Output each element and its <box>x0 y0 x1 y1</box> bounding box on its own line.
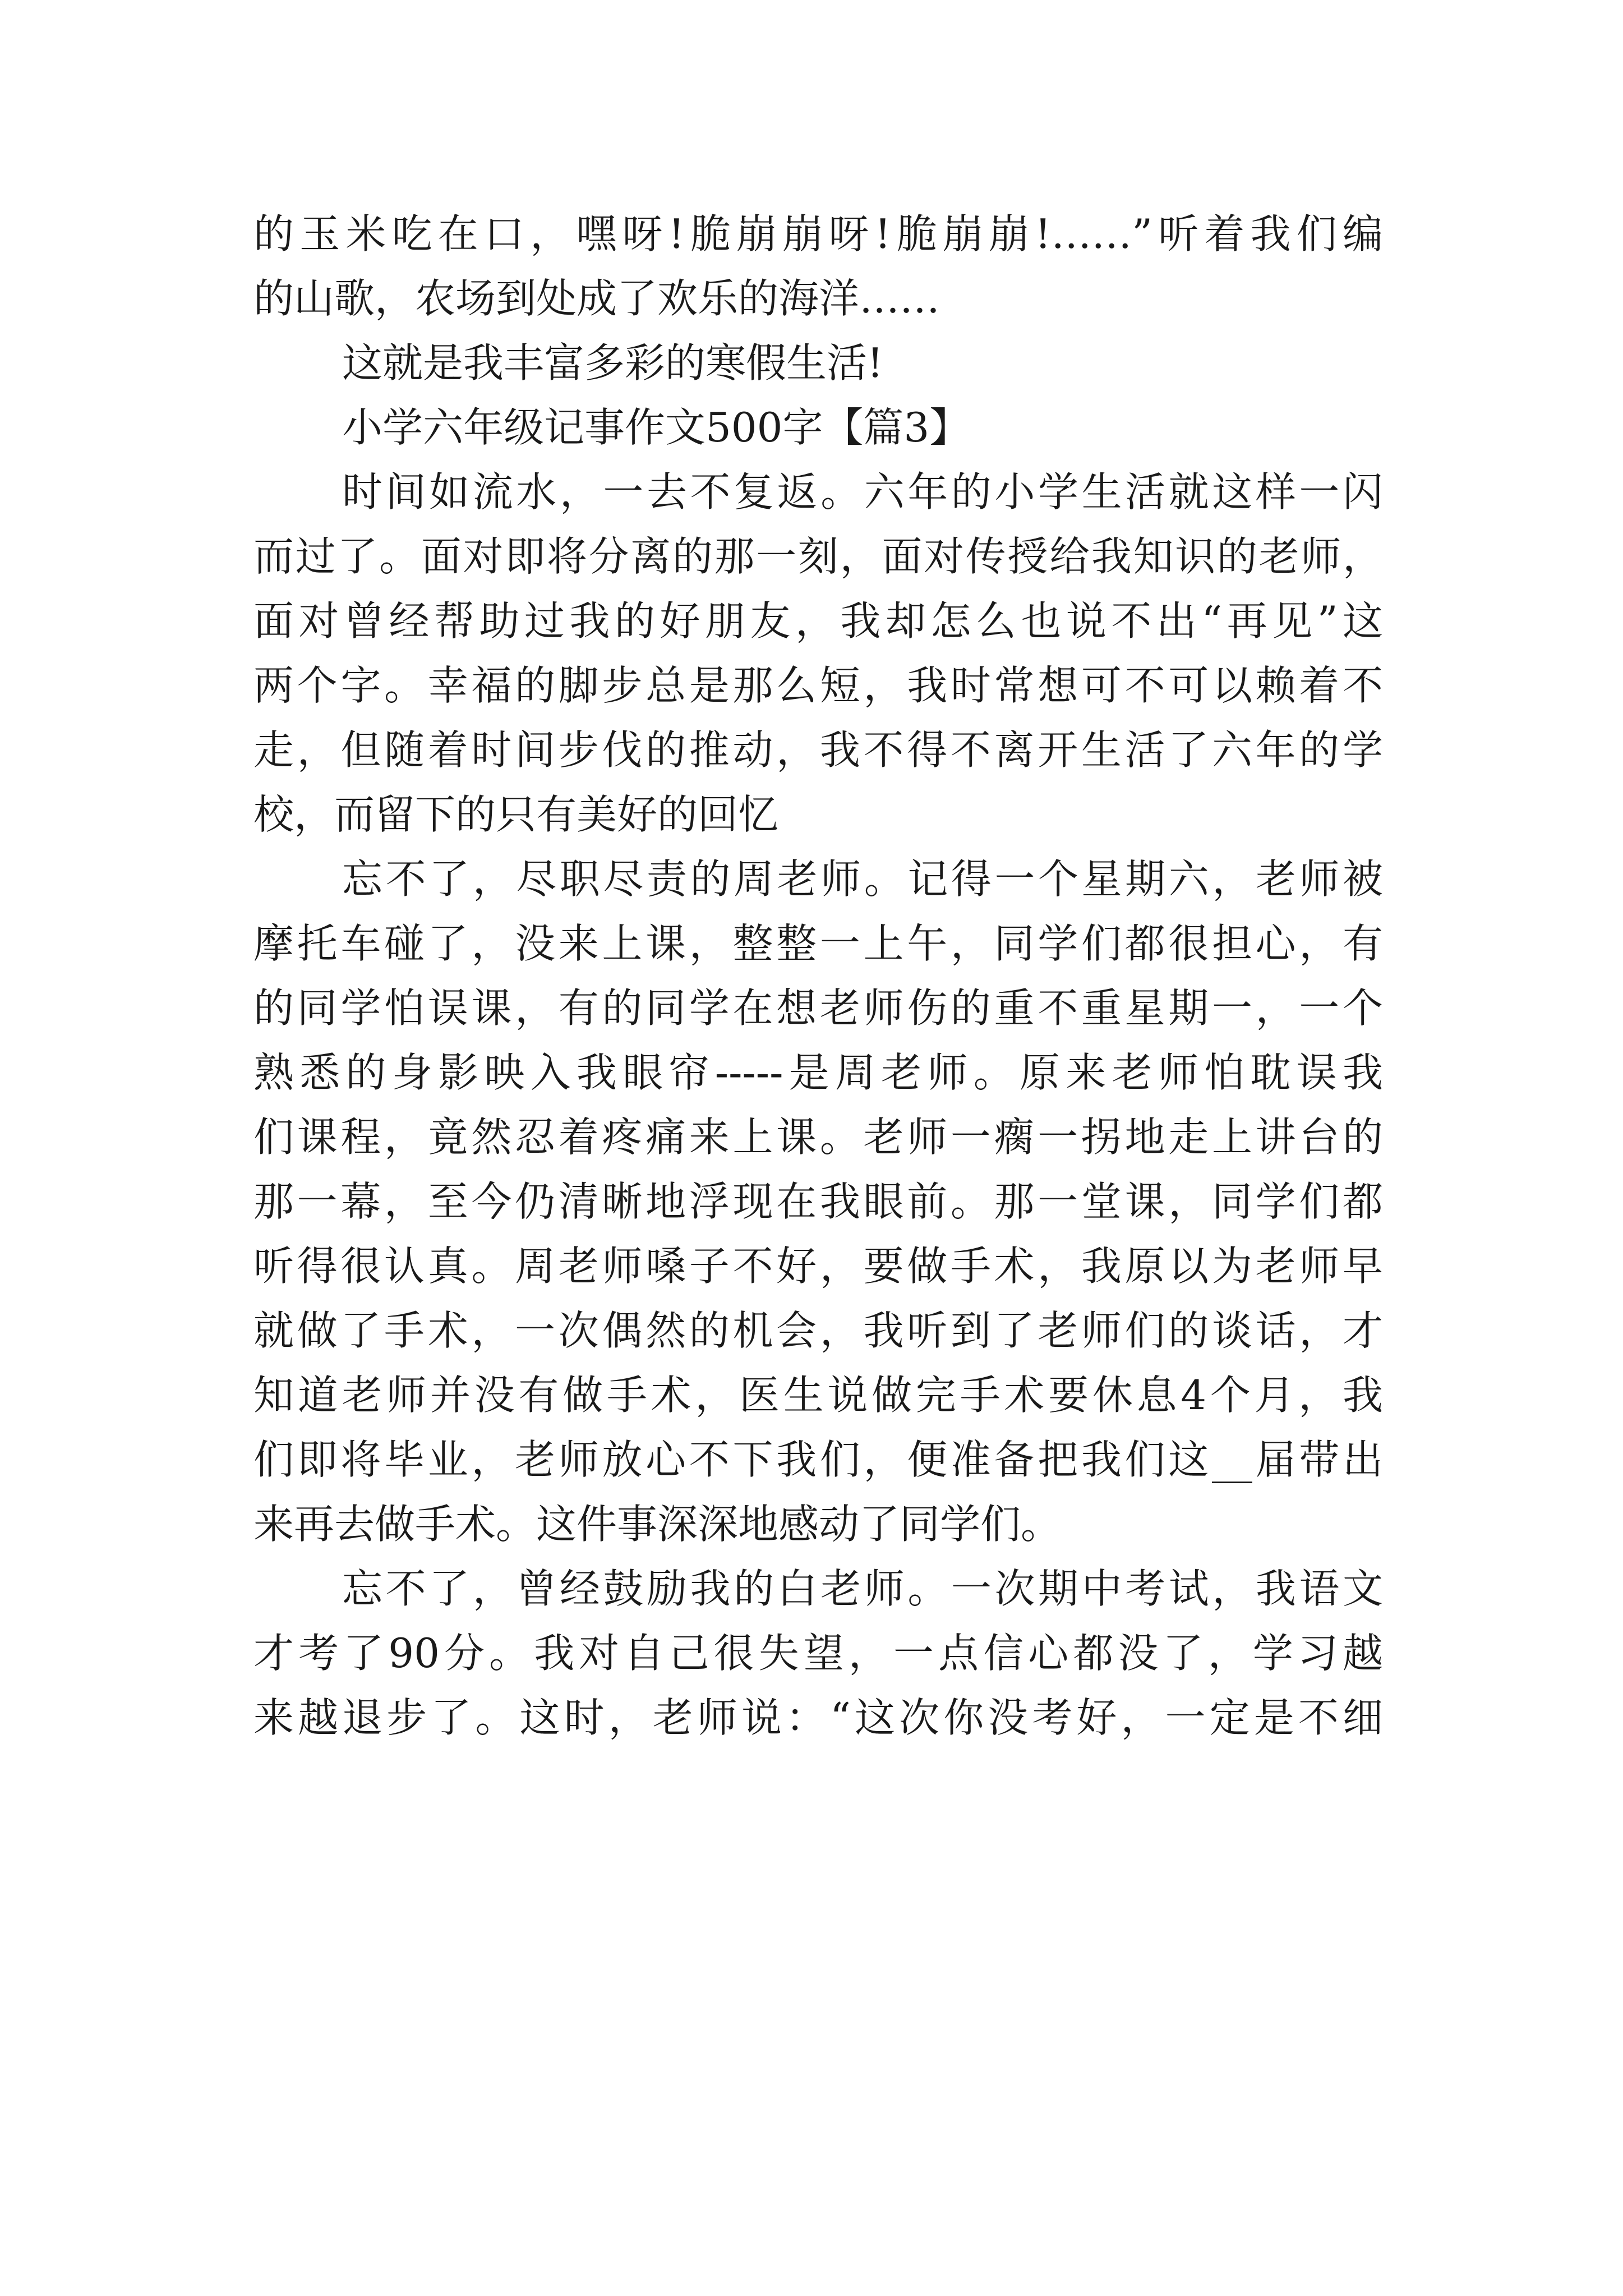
text-line: 时间如流水，一去不复返。六年的小学生活就这样一闪 <box>342 468 1383 516</box>
text-line: 才考了90分。我对自己很失望，一点信心都没了，学习越 <box>253 1630 1383 1677</box>
text-line: 听得很认真。周老师嗓子不好，要做手术，我原以为老师早 <box>253 1243 1383 1290</box>
text-line: 来越退步了。这时，老师说：“这次你没考好，一定是不细 <box>253 1694 1383 1741</box>
text-line: 这就是我丰富多彩的寒假生活! <box>342 339 883 386</box>
text-line: 而过了。面对即将分离的那一刻，面对传授给我知识的老师， <box>253 533 1383 580</box>
document-body <box>253 202 1383 1750</box>
text-line: 摩托车碰了，没来上课，整整一上午，同学们都很担心，有 <box>253 920 1383 967</box>
text-line: 走，但随着时间步伐的推动，我不得不离开生活了六年的学 <box>253 726 1383 774</box>
text-line: 忘不了，曾经鼓励我的白老师。一次期中考试，我语文 <box>342 1565 1383 1612</box>
section-heading: 小学六年级记事作文500字【篇3】 <box>342 404 970 451</box>
text-line: 面对曾经帮助过我的好朋友，我却怎么也说不出“再见”这 <box>253 597 1383 645</box>
text-line: 忘不了，尽职尽责的周老师。记得一个星期六，老师被 <box>342 855 1383 903</box>
text-line: 的同学怕误课，有的同学在想老师伤的重不重星期一，一个 <box>253 984 1383 1032</box>
text-line: 们即将毕业，老师放心不下我们，便准备把我们这__届带出 <box>253 1436 1383 1483</box>
text-line: 来再去做手术。这件事深深地感动了同学们。 <box>253 1501 1062 1548</box>
text-line: 那一幕，至今仍清晰地浮现在我眼前。那一堂课，同学们都 <box>253 1178 1383 1225</box>
text-line: 知道老师并没有做手术，医生说做完手术要休息4个月，我 <box>253 1372 1383 1419</box>
text-line: 校，而留下的只有美好的回忆 <box>253 791 779 838</box>
text-line: 的山歌，农场到处成了欢乐的海洋…… <box>253 275 940 322</box>
text-line: 两个字。幸福的脚步总是那么短，我时常想可不可以赖着不 <box>253 662 1383 709</box>
text-line: 们课程，竟然忍着疼痛来上课。老师一瘸一拐地走上讲台的 <box>253 1114 1383 1161</box>
text-line: 就做了手术，一次偶然的机会，我听到了老师们的谈话，才 <box>253 1307 1383 1354</box>
text-line: 熟悉的身影映入我眼帘-----是周老师。原来老师怕耽误我 <box>253 1049 1383 1096</box>
text-line: 的玉米吃在口，嘿呀!脆崩崩呀!脆崩崩!……”听着我们编 <box>253 210 1383 257</box>
